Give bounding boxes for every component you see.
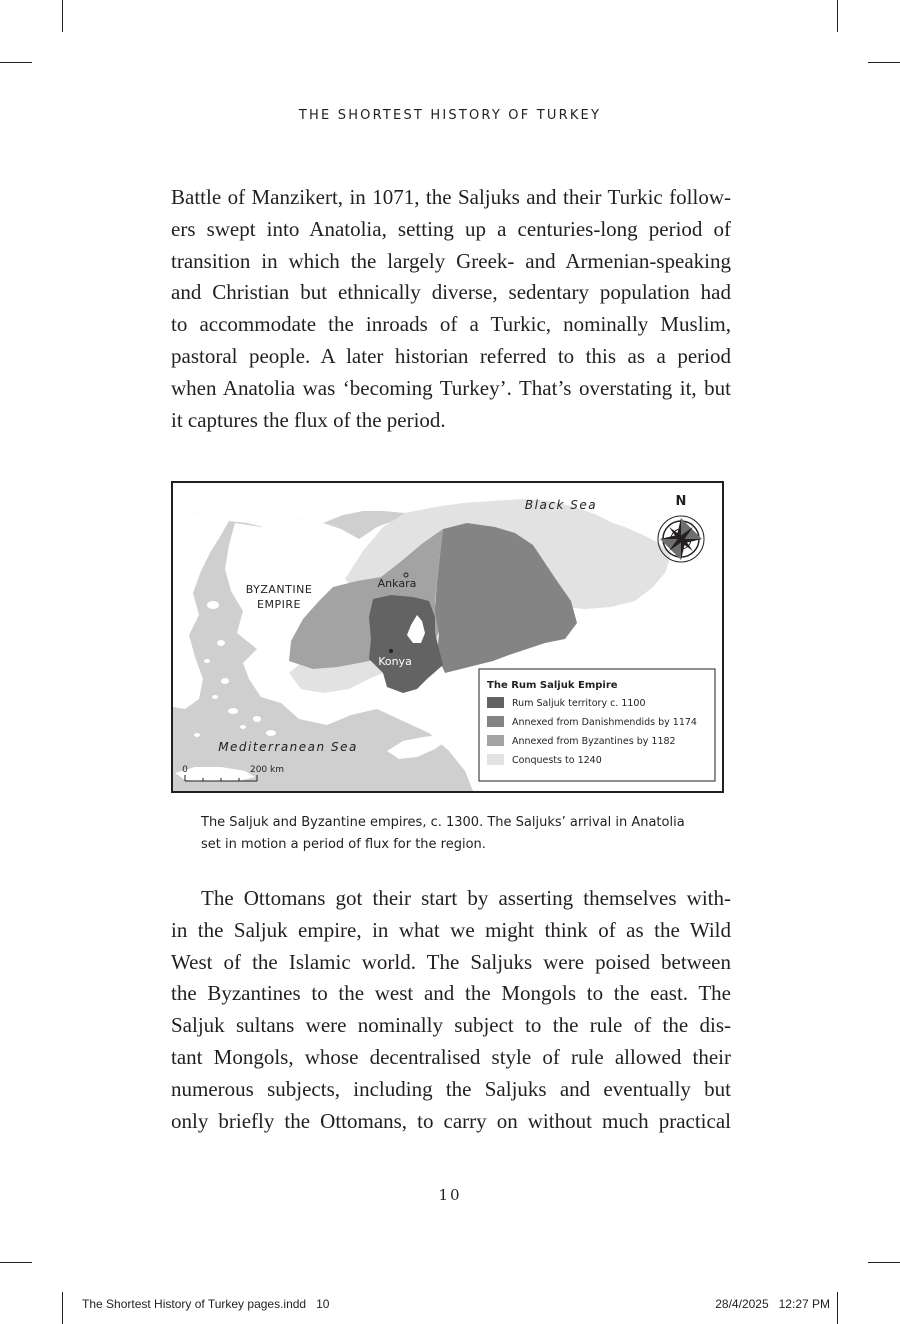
paragraph-line: Saljuk sultans were nominally subject to the rule of the dis- <box>171 1013 731 1038</box>
legend-swatch <box>487 735 504 746</box>
legend-title: The Rum Saljuk Empire <box>487 680 618 691</box>
map-figure <box>171 481 724 793</box>
legend-item-label: Conquests to 1240 <box>512 755 602 766</box>
paragraph-line: West of the Islamic world. The Saljuks were poised between <box>171 949 731 974</box>
map-scale-distance: 200 km <box>249 765 285 775</box>
paragraph-line: only briefly the Ottomans, to carry on without much practical <box>171 1108 731 1133</box>
figure-caption <box>201 812 721 856</box>
crop-mark-bottom-right-h <box>868 1262 900 1263</box>
paragraph-line: the Byzantines to the west and the Mongols to the east. The <box>171 981 731 1006</box>
paragraph-line: Battle of Manzikert, in 1071, the Saljuks and their Turkic follow- <box>171 185 731 209</box>
paragraph-line: to accommodate the inroads of a Turkic, nominally Muslim, <box>171 312 731 337</box>
crop-mark-bottom-left-h <box>0 1262 32 1263</box>
legend-item-label: Annexed from Danishmendids by 1174 <box>512 717 697 728</box>
map-label-black-sea: Black Sea <box>524 498 598 512</box>
legend-swatch <box>487 697 504 708</box>
paragraph-line: and Christian but ethnically diverse, sedentary population had <box>171 280 731 305</box>
crop-mark-bottom-left-v <box>62 1292 63 1324</box>
legend-item-label: Annexed from Byzantines by 1182 <box>512 736 676 747</box>
konya-marker <box>389 649 393 653</box>
caption-line: set in motion a period of flux for the region. <box>201 837 486 852</box>
paragraph-line: it captures the flux of the period. <box>171 407 446 432</box>
paragraph-line: pastoral people. A later historian referred to this as a period <box>171 343 731 368</box>
legend-swatch <box>487 754 504 765</box>
crop-mark-top-left-v <box>62 0 63 32</box>
crop-mark-top-right-h <box>868 62 900 63</box>
body-paragraph-1 <box>171 182 731 436</box>
paragraph-line: tant Mongols, whose decentralised style of rule allowed their <box>171 1044 731 1069</box>
page-number: 10 <box>438 1186 462 1204</box>
body-paragraph-2 <box>171 883 731 1137</box>
legend-item-label: Rum Saljuk territory c. 1100 <box>512 698 646 709</box>
map-label-mediterranean-sea: Mediterranean Sea <box>218 740 358 754</box>
map-label-byzantine-line1: BYZANTINE <box>245 583 313 596</box>
map-scale-zero: 0 <box>182 765 188 775</box>
paragraph-line: in the Saljuk empire, in what we might think of as the Wild <box>171 917 731 942</box>
crop-mark-top-left-h <box>0 62 32 63</box>
map-label-byzantine-line2: EMPIRE <box>257 598 301 611</box>
slug-file-name: The Shortest History of Turkey pages.indd 10 <box>82 1297 330 1311</box>
compass-north-label: N <box>675 494 687 509</box>
paragraph-line: when Anatolia was ‘becoming Turkey’. That’s overstating it, but <box>171 375 731 400</box>
paragraph-line: ers swept into Anatolia, setting up a centuries-long period of <box>171 216 731 241</box>
paragraph-line: The Ottomans got their start by asserting themselves with- <box>201 886 731 910</box>
crop-mark-top-right-v <box>837 0 838 32</box>
slug-datetime: 28/4/2025 12:27 PM <box>715 1297 830 1311</box>
caption-line: The Saljuk and Byzantine empires, c. 1300. The Saljuks’ arrival in Anatolia <box>201 815 685 830</box>
running-head: THE SHORTEST HISTORY OF TURKEY <box>298 108 602 123</box>
compass-rose-icon <box>658 516 704 562</box>
paragraph-line: numerous subjects, including the Saljuks and eventually but <box>171 1076 731 1101</box>
paragraph-line: transition in which the largely Greek- and Armenian-speaking <box>171 248 731 273</box>
map-svg <box>173 483 722 791</box>
map-legend <box>479 669 715 781</box>
legend-swatch <box>487 716 504 727</box>
map-label-konya: Konya <box>378 655 412 668</box>
map-label-ankara: Ankara <box>377 577 417 590</box>
crop-mark-bottom-right-v <box>837 1292 838 1324</box>
